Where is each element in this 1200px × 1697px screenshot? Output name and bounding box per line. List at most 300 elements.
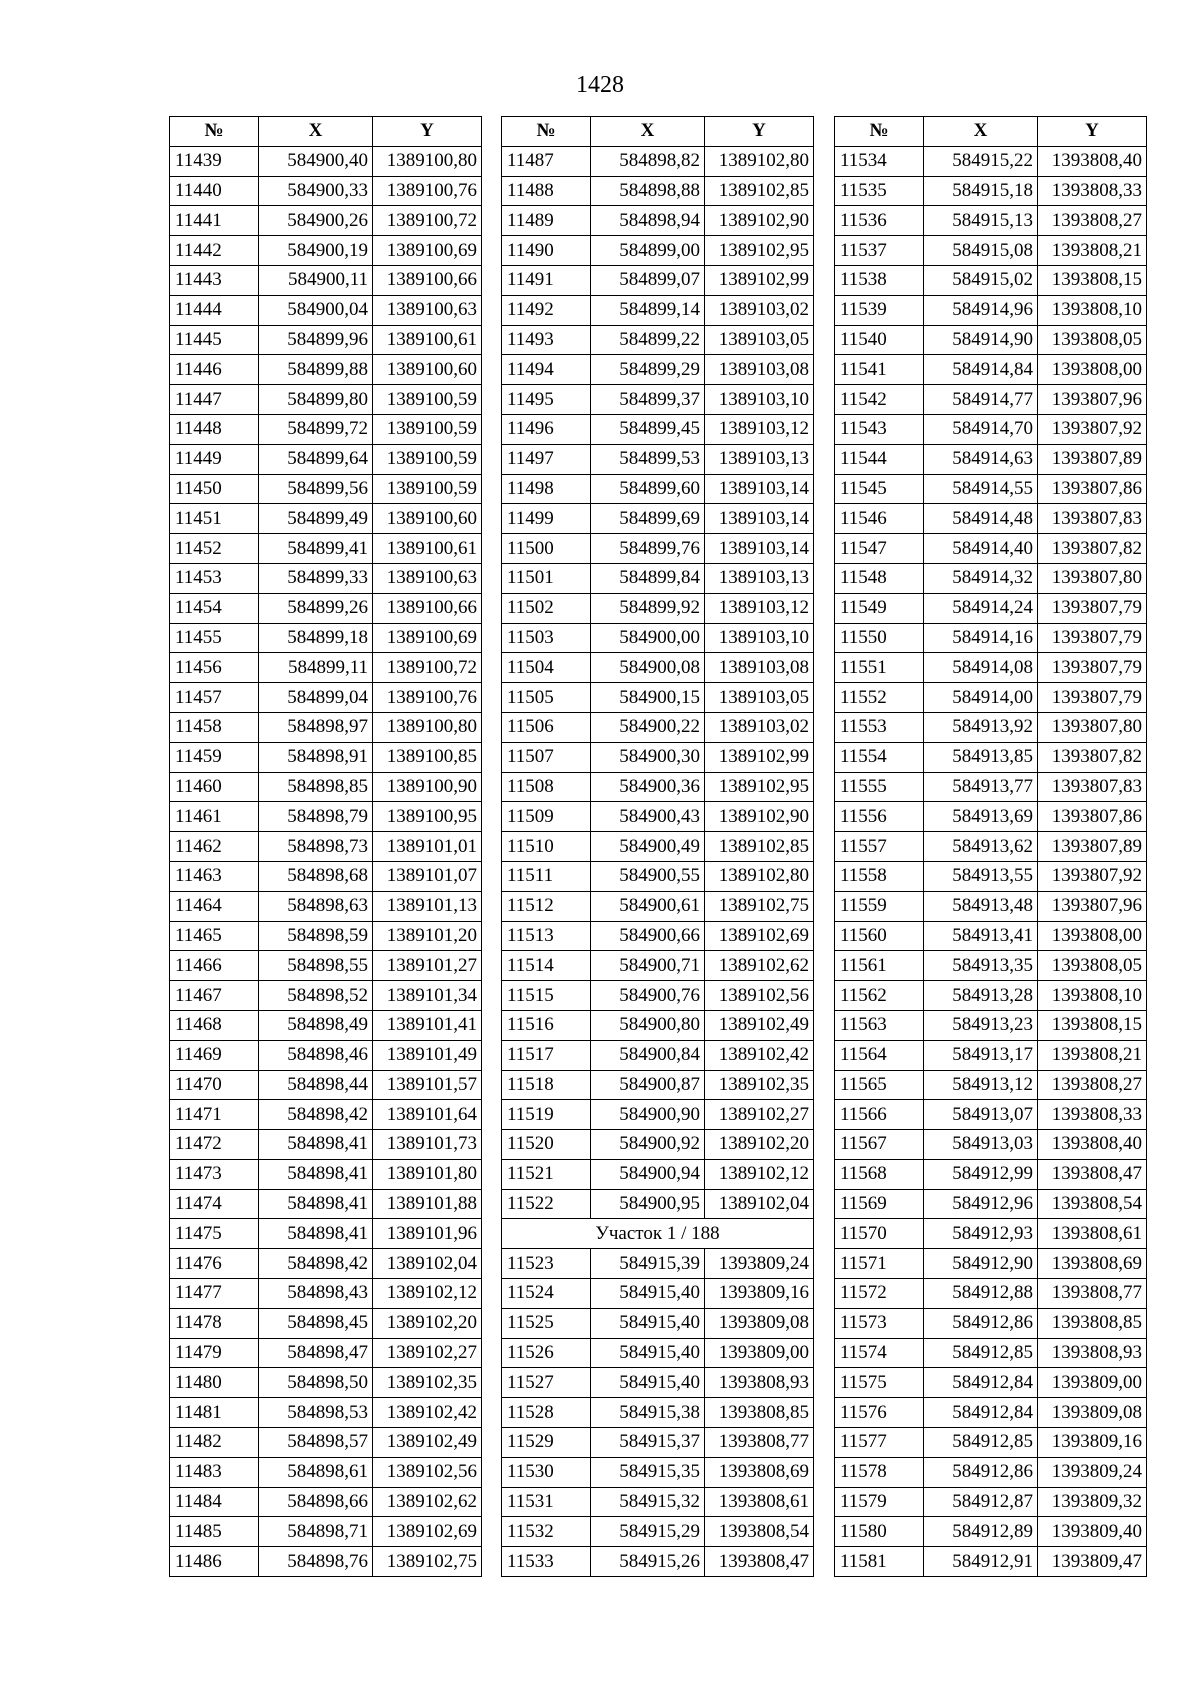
table-row xyxy=(835,534,1147,564)
x-coordinate-cell: 584914,70 xyxy=(924,414,1038,444)
point-number-cell: 11465 xyxy=(170,921,259,951)
table-row xyxy=(502,1308,814,1338)
y-coordinate-cell: 1393807,96 xyxy=(1038,891,1147,921)
point-number-cell: 11510 xyxy=(502,832,591,862)
x-coordinate-cell: 584898,55 xyxy=(259,951,373,981)
y-coordinate-cell: 1389101,01 xyxy=(373,832,482,862)
y-coordinate-cell: 1389103,14 xyxy=(705,504,814,534)
x-coordinate-cell: 584898,42 xyxy=(259,1249,373,1279)
coordinates-table-2 xyxy=(501,116,814,1577)
point-number-cell: 11499 xyxy=(502,504,591,534)
point-number-cell: 11476 xyxy=(170,1249,259,1279)
header-x: X xyxy=(259,117,373,147)
y-coordinate-cell: 1389102,99 xyxy=(705,742,814,772)
y-coordinate-cell: 1389102,20 xyxy=(373,1308,482,1338)
y-coordinate-cell: 1389101,88 xyxy=(373,1189,482,1219)
table-row xyxy=(835,653,1147,683)
table-row xyxy=(170,444,482,474)
x-coordinate-cell: 584898,85 xyxy=(259,772,373,802)
y-coordinate-cell: 1389102,75 xyxy=(373,1547,482,1577)
table-row xyxy=(170,683,482,713)
y-coordinate-cell: 1389102,56 xyxy=(705,981,814,1011)
y-coordinate-cell: 1393808,61 xyxy=(705,1487,814,1517)
point-number-cell: 11478 xyxy=(170,1308,259,1338)
x-coordinate-cell: 584900,66 xyxy=(591,921,705,951)
y-coordinate-cell: 1389102,42 xyxy=(373,1398,482,1428)
y-coordinate-cell: 1389100,69 xyxy=(373,236,482,266)
y-coordinate-cell: 1389102,49 xyxy=(373,1428,482,1458)
point-number-cell: 11545 xyxy=(835,474,924,504)
point-number-cell: 11460 xyxy=(170,772,259,802)
point-number-cell: 11514 xyxy=(502,951,591,981)
y-coordinate-cell: 1393807,79 xyxy=(1038,653,1147,683)
table-row xyxy=(502,414,814,444)
y-coordinate-cell: 1393807,86 xyxy=(1038,474,1147,504)
header-number: № xyxy=(170,117,259,147)
point-number-cell: 11481 xyxy=(170,1398,259,1428)
y-coordinate-cell: 1389103,14 xyxy=(705,534,814,564)
table-row xyxy=(170,1010,482,1040)
point-number-cell: 11486 xyxy=(170,1547,259,1577)
point-number-cell: 11552 xyxy=(835,683,924,713)
y-coordinate-cell: 1393807,83 xyxy=(1038,772,1147,802)
y-coordinate-cell: 1389100,90 xyxy=(373,772,482,802)
y-coordinate-cell: 1393808,27 xyxy=(1038,206,1147,236)
x-coordinate-cell: 584912,85 xyxy=(924,1428,1038,1458)
point-number-cell: 11517 xyxy=(502,1040,591,1070)
table-row xyxy=(835,325,1147,355)
table-row xyxy=(502,861,814,891)
point-number-cell: 11448 xyxy=(170,414,259,444)
x-coordinate-cell: 584899,04 xyxy=(259,683,373,713)
x-coordinate-cell: 584899,92 xyxy=(591,593,705,623)
table-row xyxy=(835,802,1147,832)
y-coordinate-cell: 1393807,79 xyxy=(1038,683,1147,713)
x-coordinate-cell: 584900,43 xyxy=(591,802,705,832)
point-number-cell: 11558 xyxy=(835,861,924,891)
y-coordinate-cell: 1393808,61 xyxy=(1038,1219,1147,1249)
table-row xyxy=(835,1279,1147,1309)
table-row xyxy=(170,1070,482,1100)
table-row xyxy=(835,563,1147,593)
x-coordinate-cell: 584915,32 xyxy=(591,1487,705,1517)
x-coordinate-cell: 584900,92 xyxy=(591,1130,705,1160)
x-coordinate-cell: 584914,40 xyxy=(924,534,1038,564)
point-number-cell: 11457 xyxy=(170,683,259,713)
y-coordinate-cell: 1393809,00 xyxy=(705,1338,814,1368)
x-coordinate-cell: 584912,88 xyxy=(924,1279,1038,1309)
header-number: № xyxy=(502,117,591,147)
x-coordinate-cell: 584900,15 xyxy=(591,683,705,713)
header-y: Y xyxy=(705,117,814,147)
x-coordinate-cell: 584898,41 xyxy=(259,1219,373,1249)
x-coordinate-cell: 584912,87 xyxy=(924,1487,1038,1517)
table-row xyxy=(170,1040,482,1070)
point-number-cell: 11462 xyxy=(170,832,259,862)
table-row xyxy=(835,683,1147,713)
x-coordinate-cell: 584914,77 xyxy=(924,385,1038,415)
point-number-cell: 11507 xyxy=(502,742,591,772)
table-row xyxy=(835,146,1147,176)
table-row xyxy=(502,236,814,266)
y-coordinate-cell: 1393809,24 xyxy=(705,1249,814,1279)
table-row xyxy=(502,1517,814,1547)
y-coordinate-cell: 1393808,69 xyxy=(1038,1249,1147,1279)
x-coordinate-cell: 584915,35 xyxy=(591,1457,705,1487)
point-number-cell: 11513 xyxy=(502,921,591,951)
table-row xyxy=(170,1547,482,1577)
x-coordinate-cell: 584898,63 xyxy=(259,891,373,921)
x-coordinate-cell: 584899,88 xyxy=(259,355,373,385)
table-row xyxy=(170,295,482,325)
x-coordinate-cell: 584900,76 xyxy=(591,981,705,1011)
x-coordinate-cell: 584898,57 xyxy=(259,1428,373,1458)
x-coordinate-cell: 584913,28 xyxy=(924,981,1038,1011)
table-row xyxy=(170,1159,482,1189)
point-number-cell: 11579 xyxy=(835,1487,924,1517)
point-number-cell: 11560 xyxy=(835,921,924,951)
table-row xyxy=(835,1338,1147,1368)
table-row xyxy=(502,1040,814,1070)
x-coordinate-cell: 584914,24 xyxy=(924,593,1038,623)
y-coordinate-cell: 1389100,95 xyxy=(373,802,482,832)
y-coordinate-cell: 1389102,12 xyxy=(373,1279,482,1309)
point-number-cell: 11449 xyxy=(170,444,259,474)
x-coordinate-cell: 584899,18 xyxy=(259,623,373,653)
x-coordinate-cell: 584898,68 xyxy=(259,861,373,891)
x-coordinate-cell: 584899,53 xyxy=(591,444,705,474)
y-coordinate-cell: 1389102,85 xyxy=(705,176,814,206)
point-number-cell: 11444 xyxy=(170,295,259,325)
table-row xyxy=(170,921,482,951)
table-row xyxy=(502,1487,814,1517)
y-coordinate-cell: 1393808,10 xyxy=(1038,295,1147,325)
table-row xyxy=(502,1428,814,1458)
point-number-cell: 11487 xyxy=(502,146,591,176)
y-coordinate-cell: 1389102,04 xyxy=(705,1189,814,1219)
y-coordinate-cell: 1389103,14 xyxy=(705,474,814,504)
point-number-cell: 11509 xyxy=(502,802,591,832)
point-number-cell: 11483 xyxy=(170,1457,259,1487)
table-row xyxy=(502,832,814,862)
point-number-cell: 11468 xyxy=(170,1010,259,1040)
x-coordinate-cell: 584912,86 xyxy=(924,1457,1038,1487)
point-number-cell: 11452 xyxy=(170,534,259,564)
point-number-cell: 11473 xyxy=(170,1159,259,1189)
point-number-cell: 11495 xyxy=(502,385,591,415)
y-coordinate-cell: 1393809,32 xyxy=(1038,1487,1147,1517)
x-coordinate-cell: 584915,22 xyxy=(924,146,1038,176)
point-number-cell: 11556 xyxy=(835,802,924,832)
point-number-cell: 11572 xyxy=(835,1279,924,1309)
x-coordinate-cell: 584900,26 xyxy=(259,206,373,236)
x-coordinate-cell: 584898,44 xyxy=(259,1070,373,1100)
point-number-cell: 11569 xyxy=(835,1189,924,1219)
point-number-cell: 11576 xyxy=(835,1398,924,1428)
y-coordinate-cell: 1389103,02 xyxy=(705,712,814,742)
x-coordinate-cell: 584900,80 xyxy=(591,1010,705,1040)
y-coordinate-cell: 1389102,62 xyxy=(373,1487,482,1517)
point-number-cell: 11494 xyxy=(502,355,591,385)
x-coordinate-cell: 584898,41 xyxy=(259,1159,373,1189)
point-number-cell: 11544 xyxy=(835,444,924,474)
x-coordinate-cell: 584913,03 xyxy=(924,1130,1038,1160)
table-row xyxy=(502,742,814,772)
y-coordinate-cell: 1389101,20 xyxy=(373,921,482,951)
x-coordinate-cell: 584899,07 xyxy=(591,265,705,295)
y-coordinate-cell: 1389102,90 xyxy=(705,802,814,832)
table-row xyxy=(170,1338,482,1368)
page-number: 1428 xyxy=(576,72,624,98)
point-number-cell: 11542 xyxy=(835,385,924,415)
y-coordinate-cell: 1389103,10 xyxy=(705,623,814,653)
point-number-cell: 11578 xyxy=(835,1457,924,1487)
table-row xyxy=(502,1100,814,1130)
y-coordinate-cell: 1393808,40 xyxy=(1038,1130,1147,1160)
y-coordinate-cell: 1389101,64 xyxy=(373,1100,482,1130)
x-coordinate-cell: 584912,86 xyxy=(924,1308,1038,1338)
x-coordinate-cell: 584914,84 xyxy=(924,355,1038,385)
y-coordinate-cell: 1389102,75 xyxy=(705,891,814,921)
table-row xyxy=(502,1249,814,1279)
point-number-cell: 11488 xyxy=(502,176,591,206)
point-number-cell: 11491 xyxy=(502,265,591,295)
point-number-cell: 11459 xyxy=(170,742,259,772)
table-row xyxy=(170,1368,482,1398)
point-number-cell: 11474 xyxy=(170,1189,259,1219)
table-row xyxy=(170,1428,482,1458)
x-coordinate-cell: 584915,40 xyxy=(591,1338,705,1368)
x-coordinate-cell: 584899,22 xyxy=(591,325,705,355)
y-coordinate-cell: 1393807,92 xyxy=(1038,861,1147,891)
x-coordinate-cell: 584900,22 xyxy=(591,712,705,742)
x-coordinate-cell: 584898,42 xyxy=(259,1100,373,1130)
x-coordinate-cell: 584898,73 xyxy=(259,832,373,862)
y-coordinate-cell: 1389102,99 xyxy=(705,265,814,295)
y-coordinate-cell: 1389103,08 xyxy=(705,653,814,683)
table-row xyxy=(170,355,482,385)
x-coordinate-cell: 584913,17 xyxy=(924,1040,1038,1070)
y-coordinate-cell: 1393808,05 xyxy=(1038,325,1147,355)
point-number-cell: 11440 xyxy=(170,176,259,206)
x-coordinate-cell: 584915,37 xyxy=(591,1428,705,1458)
header-x: X xyxy=(924,117,1038,147)
point-number-cell: 11538 xyxy=(835,265,924,295)
x-coordinate-cell: 584915,38 xyxy=(591,1398,705,1428)
point-number-cell: 11522 xyxy=(502,1189,591,1219)
table-row xyxy=(502,1010,814,1040)
x-coordinate-cell: 584899,72 xyxy=(259,414,373,444)
table-row xyxy=(835,712,1147,742)
table-row xyxy=(170,951,482,981)
point-number-cell: 11567 xyxy=(835,1130,924,1160)
table-row xyxy=(835,355,1147,385)
y-coordinate-cell: 1389100,63 xyxy=(373,563,482,593)
x-coordinate-cell: 584913,35 xyxy=(924,951,1038,981)
table-row xyxy=(170,1279,482,1309)
table-row xyxy=(502,1189,814,1219)
table-row xyxy=(170,474,482,504)
x-coordinate-cell: 584898,50 xyxy=(259,1368,373,1398)
x-coordinate-cell: 584915,02 xyxy=(924,265,1038,295)
y-coordinate-cell: 1393807,96 xyxy=(1038,385,1147,415)
x-coordinate-cell: 584914,48 xyxy=(924,504,1038,534)
y-coordinate-cell: 1393809,16 xyxy=(1038,1428,1147,1458)
table-row xyxy=(170,563,482,593)
table-row xyxy=(835,593,1147,623)
y-coordinate-cell: 1393807,80 xyxy=(1038,712,1147,742)
point-number-cell: 11548 xyxy=(835,563,924,593)
point-number-cell: 11531 xyxy=(502,1487,591,1517)
point-number-cell: 11470 xyxy=(170,1070,259,1100)
point-number-cell: 11484 xyxy=(170,1487,259,1517)
table-row xyxy=(170,1189,482,1219)
table-row xyxy=(835,265,1147,295)
table-row xyxy=(835,772,1147,802)
y-coordinate-cell: 1389100,66 xyxy=(373,593,482,623)
x-coordinate-cell: 584899,45 xyxy=(591,414,705,444)
point-number-cell: 11521 xyxy=(502,1159,591,1189)
point-number-cell: 11532 xyxy=(502,1517,591,1547)
y-coordinate-cell: 1389102,20 xyxy=(705,1130,814,1160)
y-coordinate-cell: 1389102,35 xyxy=(705,1070,814,1100)
point-number-cell: 11564 xyxy=(835,1040,924,1070)
point-number-cell: 11466 xyxy=(170,951,259,981)
point-number-cell: 11493 xyxy=(502,325,591,355)
y-coordinate-cell: 1389100,61 xyxy=(373,534,482,564)
point-number-cell: 11492 xyxy=(502,295,591,325)
table-row xyxy=(170,623,482,653)
y-coordinate-cell: 1393808,33 xyxy=(1038,1100,1147,1130)
y-coordinate-cell: 1393809,08 xyxy=(1038,1398,1147,1428)
x-coordinate-cell: 584914,32 xyxy=(924,563,1038,593)
table-row xyxy=(170,265,482,295)
x-coordinate-cell: 584900,04 xyxy=(259,295,373,325)
table-row xyxy=(502,1279,814,1309)
point-number-cell: 11480 xyxy=(170,1368,259,1398)
x-coordinate-cell: 584913,41 xyxy=(924,921,1038,951)
point-number-cell: 11467 xyxy=(170,981,259,1011)
table-row xyxy=(170,712,482,742)
table-row xyxy=(170,1517,482,1547)
point-number-cell: 11453 xyxy=(170,563,259,593)
x-coordinate-cell: 584898,82 xyxy=(591,146,705,176)
point-number-cell: 11456 xyxy=(170,653,259,683)
table-row xyxy=(502,1130,814,1160)
y-coordinate-cell: 1393809,24 xyxy=(1038,1457,1147,1487)
table-row xyxy=(835,1398,1147,1428)
y-coordinate-cell: 1389102,04 xyxy=(373,1249,482,1279)
point-number-cell: 11540 xyxy=(835,325,924,355)
x-coordinate-cell: 584912,85 xyxy=(924,1338,1038,1368)
y-coordinate-cell: 1389100,61 xyxy=(373,325,482,355)
table-row xyxy=(835,1487,1147,1517)
point-number-cell: 11551 xyxy=(835,653,924,683)
header-y: Y xyxy=(1038,117,1147,147)
x-coordinate-cell: 584898,41 xyxy=(259,1189,373,1219)
x-coordinate-cell: 584915,39 xyxy=(591,1249,705,1279)
table-row xyxy=(835,623,1147,653)
point-number-cell: 11580 xyxy=(835,1517,924,1547)
x-coordinate-cell: 584914,16 xyxy=(924,623,1038,653)
point-number-cell: 11541 xyxy=(835,355,924,385)
y-coordinate-cell: 1393807,79 xyxy=(1038,593,1147,623)
point-number-cell: 11464 xyxy=(170,891,259,921)
x-coordinate-cell: 584914,00 xyxy=(924,683,1038,713)
x-coordinate-cell: 584912,84 xyxy=(924,1368,1038,1398)
y-coordinate-cell: 1393808,15 xyxy=(1038,1010,1147,1040)
y-coordinate-cell: 1389102,27 xyxy=(373,1338,482,1368)
y-coordinate-cell: 1389100,72 xyxy=(373,206,482,236)
table-row xyxy=(502,206,814,236)
point-number-cell: 11519 xyxy=(502,1100,591,1130)
x-coordinate-cell: 584898,45 xyxy=(259,1308,373,1338)
y-coordinate-cell: 1393808,85 xyxy=(1038,1308,1147,1338)
point-number-cell: 11485 xyxy=(170,1517,259,1547)
point-number-cell: 11554 xyxy=(835,742,924,772)
table-row xyxy=(170,1457,482,1487)
point-number-cell: 11469 xyxy=(170,1040,259,1070)
x-coordinate-cell: 584898,71 xyxy=(259,1517,373,1547)
y-coordinate-cell: 1393809,08 xyxy=(705,1308,814,1338)
y-coordinate-cell: 1389102,95 xyxy=(705,772,814,802)
point-number-cell: 11565 xyxy=(835,1070,924,1100)
y-coordinate-cell: 1389100,80 xyxy=(373,146,482,176)
table-row xyxy=(835,295,1147,325)
point-number-cell: 11498 xyxy=(502,474,591,504)
point-number-cell: 11559 xyxy=(835,891,924,921)
y-coordinate-cell: 1393808,54 xyxy=(705,1517,814,1547)
table-header-row xyxy=(835,117,1147,147)
point-number-cell: 11455 xyxy=(170,623,259,653)
table-row xyxy=(502,1338,814,1368)
x-coordinate-cell: 584914,63 xyxy=(924,444,1038,474)
point-number-cell: 11511 xyxy=(502,861,591,891)
y-coordinate-cell: 1393808,27 xyxy=(1038,1070,1147,1100)
x-coordinate-cell: 584900,11 xyxy=(259,265,373,295)
y-coordinate-cell: 1389102,12 xyxy=(705,1159,814,1189)
point-number-cell: 11497 xyxy=(502,444,591,474)
table-row xyxy=(835,742,1147,772)
table-row xyxy=(835,1130,1147,1160)
y-coordinate-cell: 1389102,90 xyxy=(705,206,814,236)
point-number-cell: 11503 xyxy=(502,623,591,653)
y-coordinate-cell: 1393809,47 xyxy=(1038,1547,1147,1577)
point-number-cell: 11577 xyxy=(835,1428,924,1458)
x-coordinate-cell: 584912,90 xyxy=(924,1249,1038,1279)
table-row xyxy=(170,1398,482,1428)
y-coordinate-cell: 1393809,40 xyxy=(1038,1517,1147,1547)
table-row xyxy=(835,921,1147,951)
table-row xyxy=(170,504,482,534)
table-row xyxy=(170,802,482,832)
table-row xyxy=(502,653,814,683)
y-coordinate-cell: 1393808,47 xyxy=(1038,1159,1147,1189)
x-coordinate-cell: 584898,47 xyxy=(259,1338,373,1368)
x-coordinate-cell: 584900,95 xyxy=(591,1189,705,1219)
table-row xyxy=(835,474,1147,504)
table-row xyxy=(835,1517,1147,1547)
point-number-cell: 11527 xyxy=(502,1368,591,1398)
x-coordinate-cell: 584900,87 xyxy=(591,1070,705,1100)
x-coordinate-cell: 584900,33 xyxy=(259,176,373,206)
table-row xyxy=(502,385,814,415)
y-coordinate-cell: 1393807,92 xyxy=(1038,414,1147,444)
x-coordinate-cell: 584898,91 xyxy=(259,742,373,772)
x-coordinate-cell: 584898,94 xyxy=(591,206,705,236)
x-coordinate-cell: 584900,94 xyxy=(591,1159,705,1189)
y-coordinate-cell: 1393808,40 xyxy=(1038,146,1147,176)
